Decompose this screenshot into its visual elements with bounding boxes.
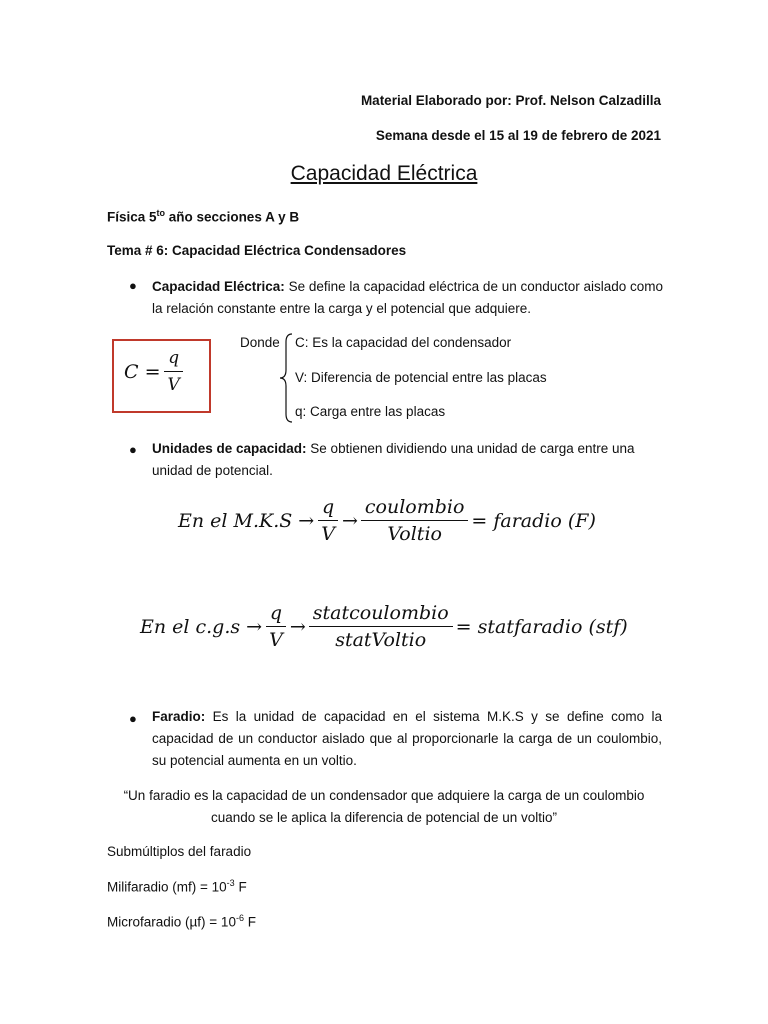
- submultiplo-micro: [107, 913, 256, 930]
- micro-label: Microfaradio (µf) = 10: [107, 914, 236, 930]
- bullet-dot: ●: [129, 442, 137, 457]
- mili-unit: F: [234, 879, 247, 895]
- bullet-faradio: [152, 706, 662, 772]
- mili-exp: -3: [226, 878, 235, 888]
- page-title: Capacidad Eléctrica: [290, 162, 478, 185]
- bullet-unidades: [152, 438, 662, 482]
- text-capacidad: Se define la capacidad eléctrica de un conductor aislado como la relación constante entre la carga y el potencial que adquiere.: [152, 279, 664, 316]
- mili-label: Milifaradio (mf) = 10: [107, 879, 227, 895]
- bullet-capacidad: [152, 276, 664, 320]
- mks-fraction-qv: [317, 496, 339, 545]
- author-line: Material Elaborado por: Prof. Nelson Calzadilla: [360, 93, 661, 108]
- donde-item-c: C: Es la capacidad del condensador: [295, 335, 512, 350]
- cgs-fraction-qv: [265, 602, 287, 651]
- cgs-f1-den: V: [269, 629, 283, 651]
- week-line: Semana desde el 15 al 19 de febrero de 2021: [375, 128, 661, 143]
- quote-line-2: cuando se le aplica la diferencia de potencial de un voltio”: [211, 810, 557, 825]
- micro-unit: F: [243, 914, 256, 930]
- equation-mks: [178, 496, 596, 545]
- term-unidades: Unidades de capacidad:: [152, 441, 307, 456]
- course-prefix: Física 5: [107, 209, 157, 225]
- equation-cgs: [140, 602, 628, 651]
- mks-result: = faradio (F): [471, 509, 596, 532]
- mks-f2-num: coulombio: [361, 496, 469, 521]
- text-unidades: Se obtienen dividiendo una unidad de carga entre una unidad de potencial.: [152, 441, 635, 478]
- formula-den: V: [167, 375, 180, 395]
- bullet-dot: ●: [129, 711, 137, 726]
- submultiplos-heading: Submúltiplos del faradio: [107, 844, 252, 859]
- course-sup: to: [156, 208, 166, 218]
- cgs-fraction-units: [309, 602, 453, 651]
- term-faradio: Faradio:: [152, 709, 206, 724]
- bullet-dot: ●: [129, 278, 137, 293]
- topic-line: Tema # 6: Capacidad Eléctrica Condensadores: [107, 243, 407, 258]
- quote-line-1: “Un faradio es la capacidad de un condensador que adquiere la carga de un coulombio: [123, 788, 645, 803]
- brace-icon: [278, 332, 296, 424]
- cgs-f1-num: q: [266, 602, 286, 627]
- cgs-result: = statfaradio (stf): [455, 615, 628, 638]
- mks-fraction-units: [361, 496, 469, 545]
- cgs-arrow: →: [289, 615, 306, 638]
- donde-item-v: V: Diferencia de potencial entre las placas: [295, 370, 547, 385]
- formula-box: [112, 339, 211, 413]
- text-faradio: Es la unidad de capacidad en el sistema M.K.S y se define como la capacidad de un conductor aislado que al proporcionarle la carga de un coulombio, su potencial aumenta en un voltio.: [152, 709, 662, 768]
- mks-f1-den: V: [321, 523, 335, 545]
- course-suffix: año secciones A y B: [165, 209, 300, 225]
- submultiplo-mili: [107, 878, 247, 895]
- mks-arrow: →: [341, 509, 358, 532]
- donde-label: Donde: [240, 335, 280, 350]
- mks-prefix: En el M.K.S →: [178, 509, 315, 532]
- capacity-formula: [124, 347, 187, 396]
- mks-f1-num: q: [318, 496, 338, 521]
- formula-fraction: [164, 347, 184, 396]
- mks-f2-den: Voltio: [387, 523, 442, 545]
- cgs-f2-den: statVoltio: [335, 629, 427, 651]
- micro-exp: -6: [235, 913, 244, 923]
- course-line: [107, 208, 299, 225]
- cgs-f2-num: statcoulombio: [309, 602, 453, 627]
- donde-item-q: q: Carga entre las placas: [295, 404, 446, 419]
- term-capacidad: Capacidad Eléctrica:: [152, 279, 285, 294]
- formula-num: q: [164, 347, 183, 372]
- cgs-prefix: En el c.g.s →: [140, 615, 263, 638]
- formula-lhs: C =: [124, 360, 161, 383]
